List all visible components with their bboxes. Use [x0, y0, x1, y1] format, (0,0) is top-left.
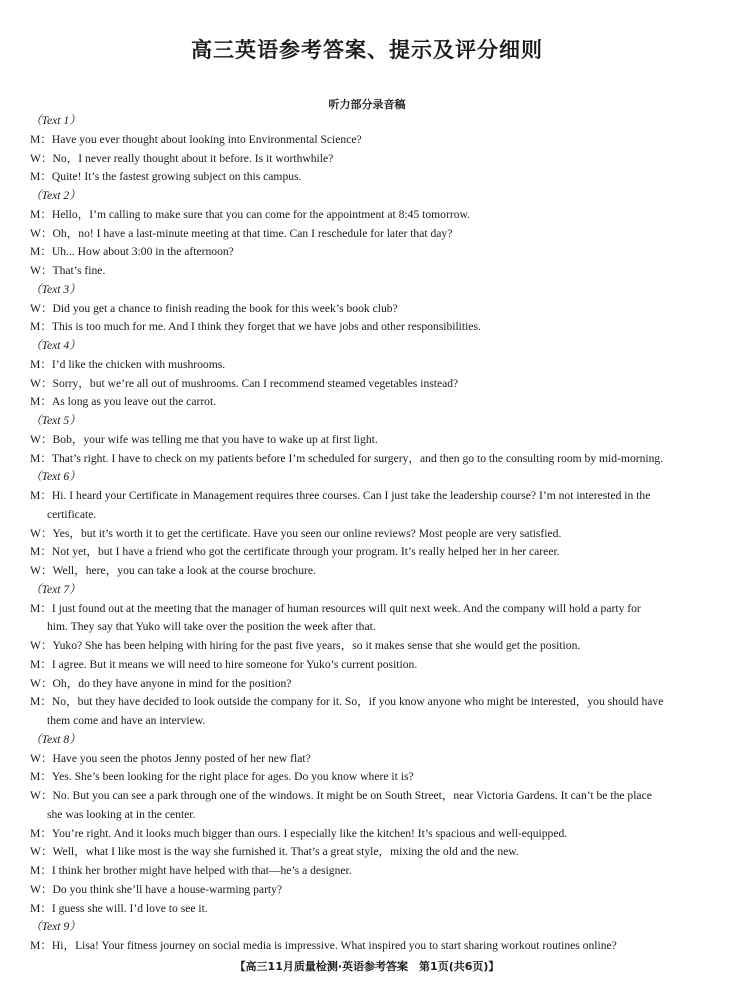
transcript-line: W：Sorry，but we’re all out of mushrooms. Can I recommend steamed vegetables instead?	[30, 376, 459, 390]
transcript-line: W：Well，what I like most is the way she furnished it. That’s a great style，mixing the old and the new.	[30, 845, 519, 859]
text-heading: （Text 4）	[30, 339, 81, 352]
section-subtitle: 听力部分录音稿	[328, 98, 406, 111]
transcript-line: him. They say that Yuko will take over the position the week after that.	[47, 620, 376, 634]
transcript-line: M：Uh... How about 3:00 in the afternoon?	[30, 245, 234, 259]
transcript-line: M：I just found out at the meeting that the manager of human resources will quit next week. And the company will hold a party for	[30, 601, 641, 615]
transcript-line: M：Hi. I heard your Certificate in Management requires three courses. Can I just take the leadership course? I’m not interested in the	[30, 489, 651, 502]
transcript-line: W：Oh，no! I have a last-minute meeting at that time. Can I reschedule for later that day?	[30, 226, 453, 240]
transcript-line: them come and have an interview.	[47, 714, 206, 727]
transcript-line: M：Hi，Lisa! Your fitness journey on social media is impressive. What inspired you to start sharing workout routines online?	[30, 939, 617, 952]
text-heading: （Text 5）	[30, 414, 81, 427]
text-heading: （Text 1）	[30, 114, 81, 127]
transcript-line: M：This is too much for me. And I think they forget that we have jobs and other responsibilities.	[30, 320, 481, 334]
transcript-line: M：I agree. But it means we will need to hire someone for Yuko’s current position.	[30, 657, 418, 671]
transcript-line: M：No，but they have decided to look outside the company for it. So，if you know anyone who might be interested，you should have	[30, 695, 664, 709]
transcript-line: W：Yes，but it’s worth it to get the certificate. Have you seen our online reviews? Most people are very satisfied.	[30, 526, 562, 540]
transcript-line: M：I guess she will. I’d love to see it.	[30, 901, 208, 915]
text-heading: （Text 3）	[30, 282, 81, 296]
transcript-line: W：Oh，do they have anyone in mind for the position?	[30, 676, 292, 690]
transcript-line: M：Quite! It’s the fastest growing subject on this campus.	[30, 170, 302, 184]
transcript-line: M：I’d like the chicken with mushrooms.	[30, 357, 226, 371]
transcript-line: M：Not yet，but I have a friend who got the certificate through your program. It’s really helped her in her career.	[30, 545, 560, 559]
transcript-line: certificate.	[47, 507, 97, 521]
text-heading: （Text 2）	[30, 189, 81, 202]
text-heading: （Text 9）	[30, 920, 81, 934]
transcript-line: M：You’re right. And it looks much bigger than ours. I especially like the kitchen! It’s spacious and well-equipped.	[30, 826, 568, 840]
transcript-line: M：As long as you leave out the carrot.	[30, 395, 217, 409]
transcript-line: W：Do you think she’ll have a house-warming party?	[30, 882, 283, 896]
page-footer: 【高三11月质量检测·英语参考答案 第1页(共6页)】	[234, 960, 500, 973]
transcript-line: W：Well，here，you can take a look at the course brochure.	[30, 564, 316, 577]
transcript-line: W：That’s fine.	[30, 264, 106, 277]
transcript-line: W：No. But you can see a park through one of the windows. It might be on South Street，near Victoria Gardens. It can’t be the place	[30, 789, 652, 802]
transcript-line: M：I think her brother might have helped with that—he’s a designer.	[30, 864, 352, 877]
transcript-line: W：Have you seen the photos Jenny posted of her new flat?	[30, 751, 311, 765]
transcript-line: M：That’s right. I have to check on my patients before I’m scheduled for surgery，and then go to the consulting room by mid-morning.	[30, 451, 664, 465]
transcript-line: M：Yes. She’s been looking for the right place for ages. Do you know where it is?	[30, 770, 414, 784]
transcript-line: W：No，I never really thought about it before. Is it worthwhile?	[30, 151, 334, 165]
transcript-line: M：Hello，I’m calling to make sure that you can come for the appointment at 8:45 tomorrow.	[30, 207, 471, 221]
page-title: 高三英语参考答案、提示及评分细则	[191, 38, 543, 62]
text-heading: （Text 8）	[30, 732, 81, 746]
text-heading: （Text 7）	[30, 582, 81, 596]
transcript-body	[30, 112, 710, 956]
transcript-line: W：Did you get a chance to finish reading the book for this week’s book club?	[30, 301, 398, 315]
transcript-line: W：Bob，your wife was telling me that you have to wake up at first light.	[30, 432, 378, 446]
transcript-line: W：Yuko? She has been helping with hiring for the past five years，so it makes sense that she would get the position.	[30, 639, 581, 652]
text-heading: （Text 6）	[30, 470, 81, 484]
transcript-line: she was looking at in the center.	[47, 807, 196, 821]
transcript-line: M：Have you ever thought about looking into Environmental Science?	[30, 132, 362, 146]
